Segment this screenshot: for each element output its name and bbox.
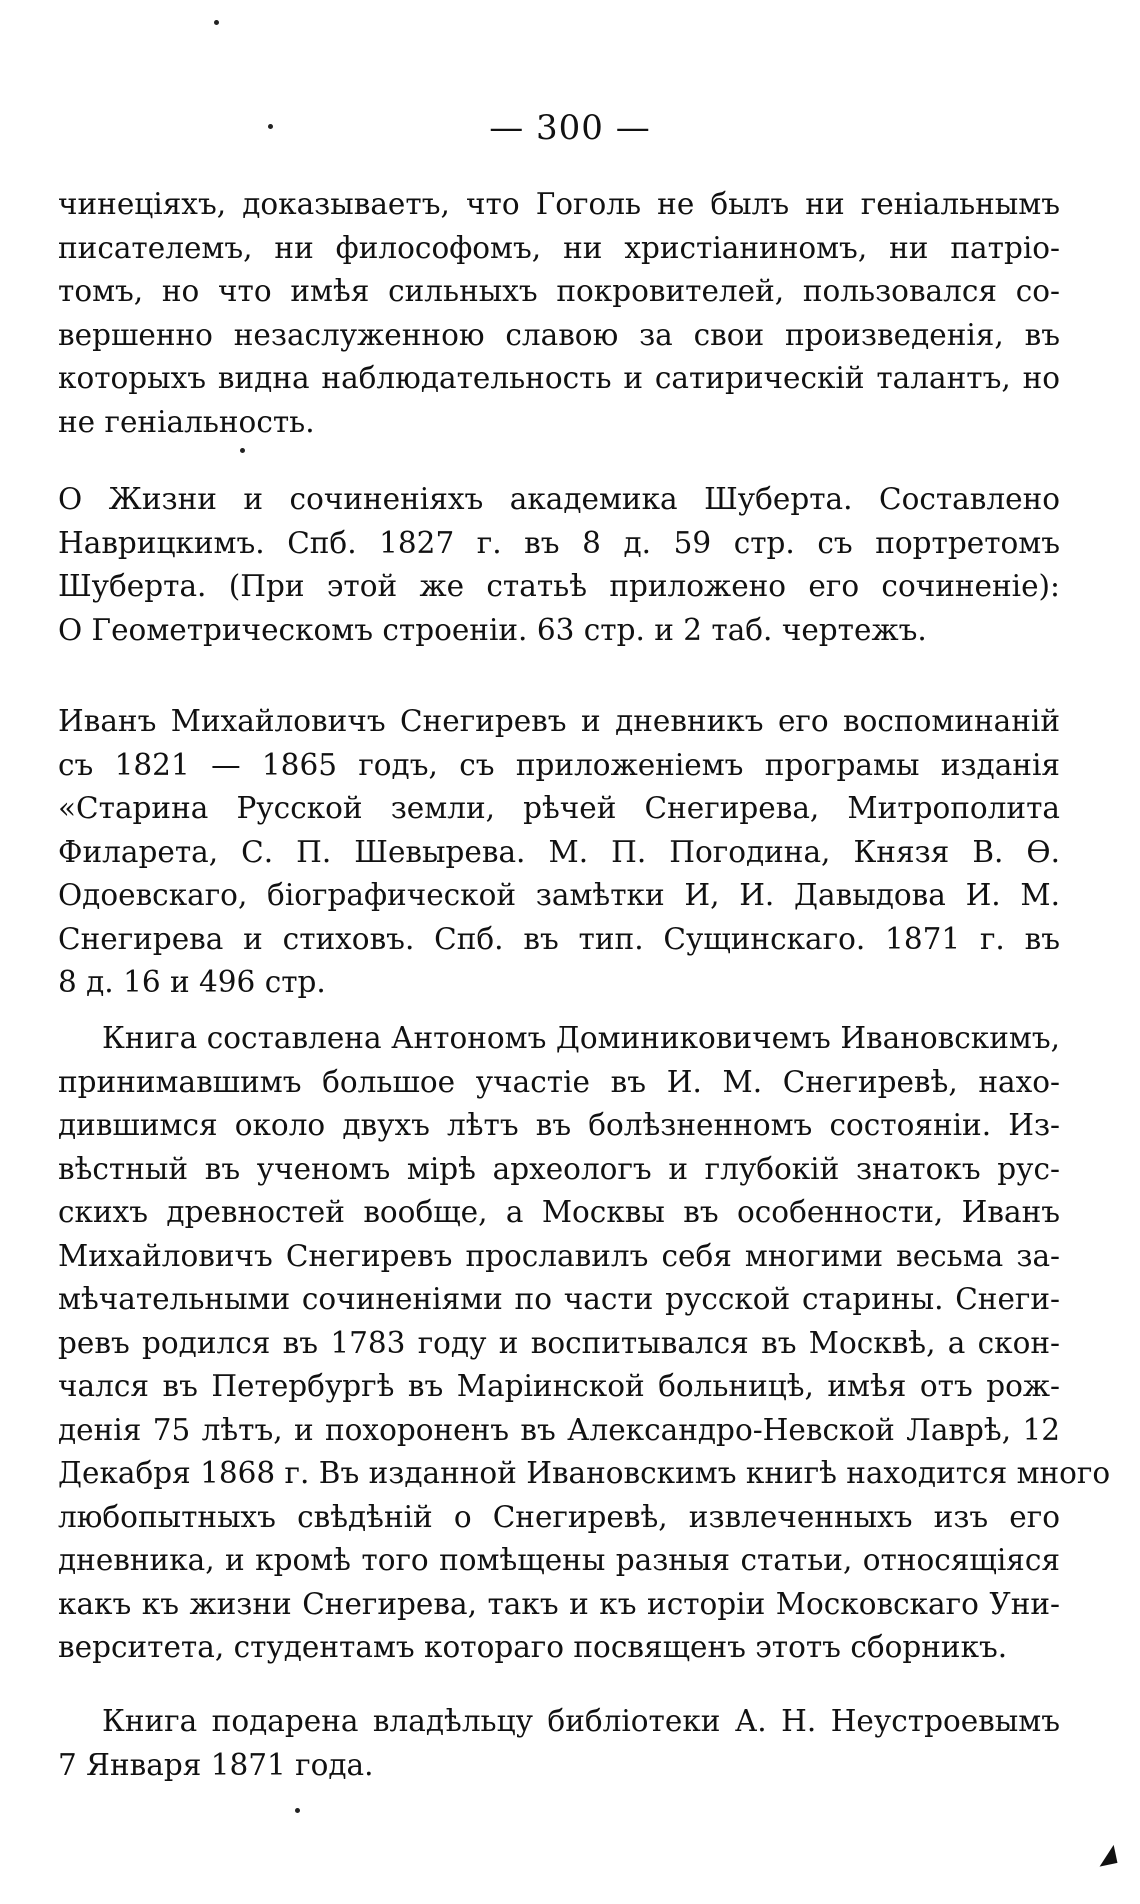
text-line: денія 75 лѣтъ, и похороненъ въ Александро-Невской Лаврѣ, 12 xyxy=(58,1412,1060,1447)
text-line: скихъ древностей вообще, а Москвы въ особенности, Иванъ xyxy=(58,1195,1060,1229)
paragraph-snegirev-entry xyxy=(58,700,1060,1005)
text-line: томъ, но что имѣя сильныхъ покровителей, пользовался со- xyxy=(58,274,1060,308)
text-line: Книга составлена Антономъ Доминиковичемъ Ивановскимъ, xyxy=(102,1021,1060,1055)
text-line: принимавшимъ большое участіе въ И. М. Снегиревѣ, нахо- xyxy=(58,1064,1060,1099)
text-line: Иванъ Михайловичъ Снегиревъ и дневникъ его воспоминаній xyxy=(58,704,1060,738)
text-line: Одоевскаго, біографической замѣтки И, И. Давыдова И. М. xyxy=(58,878,1060,912)
text-line: Снегирева и стиховъ. Спб. въ тип. Сущинскаго. 1871 г. въ xyxy=(58,921,1060,956)
text-line: О Геометрическомъ строеніи. 63 стр. и 2 таб. чертежъ. xyxy=(58,612,927,647)
text-line: мѣчательными сочиненіями по части русской старины. Снеги- xyxy=(58,1282,1060,1316)
ink-speck xyxy=(214,20,219,25)
text-line: верситета, студентамъ котораго посвященъ этотъ сборникъ. xyxy=(58,1630,1008,1664)
ink-speck xyxy=(295,1808,300,1813)
paragraph-schubert-entry xyxy=(58,478,1060,652)
page-number: — 300 — xyxy=(489,108,651,148)
text-line: какъ къ жизни Снегирева, такъ и къ исторіи Московскаго Уни- xyxy=(58,1586,1060,1621)
paragraph-gift-note xyxy=(58,1700,1060,1787)
text-line: 7 Января 1871 года. xyxy=(58,1747,374,1782)
corner-mark-icon: ◢ xyxy=(1093,1838,1118,1870)
text-line: писателемъ, ни философомъ, ни христіаниномъ, ни патріо- xyxy=(58,230,1060,265)
ink-speck xyxy=(240,448,245,453)
text-line: вершенно незаслуженною славою за свои произведенія, въ xyxy=(58,317,1060,352)
text-line: 8 д. 16 и 496 стр. xyxy=(58,965,326,999)
text-line: съ 1821 — 1865 годъ, съ приложеніемъ програмы изданія xyxy=(58,747,1060,782)
text-line: «Старина Русской земли, рѣчей Снегирева, Митрополита xyxy=(58,791,1060,825)
ink-speck xyxy=(268,124,273,129)
text-line: Наврицкимъ. Спб. 1827 г. въ 8 д. 59 стр. съ портретомъ xyxy=(58,525,1060,560)
text-line: Декабря 1868 г. Въ изданной Ивановскимъ книгѣ находится много xyxy=(58,1456,1111,1490)
text-line: дившимся около двухъ лѣтъ въ болѣзненномъ состояніи. Из- xyxy=(58,1108,1060,1142)
text-line: О Жизни и сочиненіяхъ академика Шуберта. Составлено xyxy=(58,482,1060,516)
text-line: чинеціяхъ, доказываетъ, что Гоголь не былъ ни геніальнымъ xyxy=(58,187,1060,221)
text-line: чался въ Петербургѣ въ Маріинской больницѣ, имѣя отъ рож- xyxy=(58,1369,1060,1403)
text-line: не геніальность. xyxy=(58,404,315,439)
text-line: Шуберта. (При этой же статьѣ приложено его сочиненіе): xyxy=(58,569,1060,603)
paragraph-book-description xyxy=(58,1017,1111,1670)
text-line: вѣстный въ ученомъ мірѣ археологъ и глубокій знатокъ рус- xyxy=(58,1151,1060,1186)
text-line: ревъ родился въ 1783 году и воспитывался въ Москвѣ, а скон- xyxy=(58,1325,1060,1360)
paragraph-gogol-critique xyxy=(58,183,1060,444)
text-line: Филарета, С. П. Шевырева. М. П. Погодина, Князя В. Ѳ. xyxy=(58,834,1060,869)
text-line: дневника, и кромѣ того помѣщены разныя статьи, относящіяся xyxy=(58,1543,1060,1577)
text-line: Книга подарена владѣльцу библіотеки А. Н. Неустроевымъ xyxy=(102,1704,1060,1738)
text-line: любопытныхъ свѣдѣній о Снегиревѣ, извлеченныхъ изъ его xyxy=(58,1499,1060,1534)
text-line: которыхъ видна наблюдательность и сатирическій талантъ, но xyxy=(58,361,1060,395)
text-line: Михайловичъ Снегиревъ прославилъ себя многими весьма за- xyxy=(58,1238,1060,1273)
